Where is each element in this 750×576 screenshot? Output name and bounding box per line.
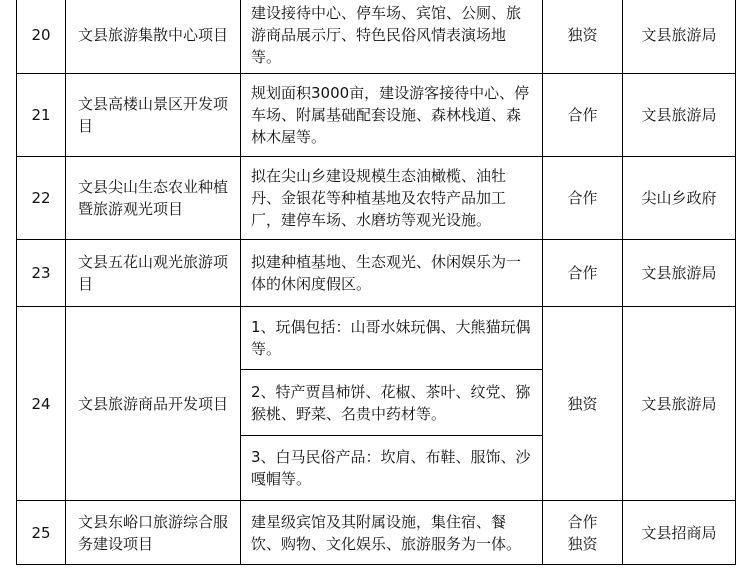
- project-name: 文县东峪口旅游综合服务建设项目: [66, 501, 241, 565]
- table-row: [17, 0, 736, 74]
- project-description: 拟在尖山乡建设规模生态油橄榄、油牡丹、金银花等种植基地及农特产品加工厂，建停车场、水磨坊等观光设施。: [241, 157, 543, 240]
- table-row: [17, 307, 736, 370]
- project-table: [16, 0, 736, 565]
- cooperation-mode: [543, 501, 623, 565]
- row-number: 21: [17, 74, 66, 157]
- project-description: 建星级宾馆及其附属设施，集住宿、餐饮、购物、文化娱乐、旅游服务为一体。: [241, 501, 543, 565]
- responsible-department: 尖山乡政府: [623, 157, 736, 240]
- responsible-department: 文县招商局: [623, 501, 736, 565]
- project-description-item: 1、玩偶包括：山哥水妹玩偶、大熊猫玩偶等。: [241, 307, 543, 370]
- row-number: 20: [17, 0, 66, 74]
- cooperation-mode: 独资: [543, 307, 623, 501]
- row-number: 24: [17, 307, 66, 501]
- cooperation-mode-line: 独资: [567, 534, 598, 553]
- row-number: 25: [17, 501, 66, 565]
- table-row: [17, 157, 736, 240]
- project-description: 规划面积3000亩，建设游客接待中心、停车场、附属基础配套设施、森林栈道、森林木屋等。: [241, 74, 543, 157]
- responsible-department: 文县旅游局: [623, 240, 736, 307]
- project-name: 文县旅游商品开发项目: [66, 307, 241, 501]
- row-number: 23: [17, 240, 66, 307]
- responsible-department: 文县旅游局: [623, 74, 736, 157]
- project-name: 文县高楼山景区开发项目: [66, 74, 241, 157]
- cooperation-mode: 合作: [543, 74, 623, 157]
- project-description: 建设接待中心、停车场、宾馆、公厕、旅游商品展示厅、特色民俗风情表演场地等。: [241, 0, 543, 74]
- project-description-item: 2、特产贾昌柿饼、花椒、茶叶、纹党、猕猴桃、野菜、名贵中药材等。: [241, 370, 543, 436]
- project-description-item: 3、白马民俗产品：坎肩、布鞋、服饰、沙嘎帽等。: [241, 436, 543, 501]
- project-description: 拟建种植基地、生态观光、休闲娱乐为一体的休闲度假区。: [241, 240, 543, 307]
- table-row: [17, 501, 736, 565]
- responsible-department: 文县旅游局: [623, 0, 736, 74]
- table-row: [17, 240, 736, 307]
- table-row: [17, 74, 736, 157]
- cooperation-mode: 独资: [543, 0, 623, 74]
- row-number: 22: [17, 157, 66, 240]
- cooperation-mode: 合作: [543, 240, 623, 307]
- project-name: 文县尖山生态农业种植暨旅游观光项目: [66, 157, 241, 240]
- project-name: 文县五花山观光旅游项目: [66, 240, 241, 307]
- project-name: 文县旅游集散中心项目: [66, 0, 241, 74]
- responsible-department: 文县旅游局: [623, 307, 736, 501]
- cooperation-mode: 合作: [543, 157, 623, 240]
- cooperation-mode-line: 合作: [567, 512, 598, 531]
